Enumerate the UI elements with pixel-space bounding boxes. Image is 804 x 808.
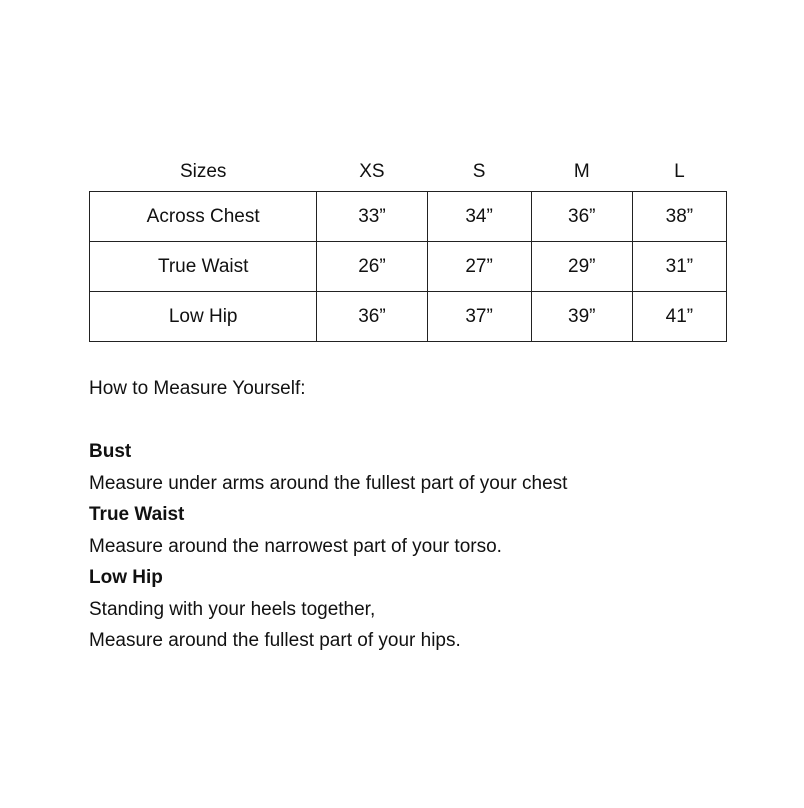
row-label: Across Chest — [90, 192, 317, 242]
guide-term-low-hip: Low Hip — [89, 567, 163, 588]
guide-term-true-waist: True Waist — [89, 504, 185, 525]
table-cell: 26” — [317, 242, 427, 292]
guide-intro: How to Measure Yourself: — [89, 378, 306, 399]
measure-guide — [89, 373, 789, 657]
size-chart-table — [89, 155, 727, 342]
table-cell: 36” — [317, 292, 427, 342]
row-label: True Waist — [90, 242, 317, 292]
guide-desc-bust: Measure under arms around the fullest part of your chest — [89, 472, 568, 494]
guide-desc-low-hip-1: Standing with your heels together, — [89, 598, 376, 620]
size-header-m: M — [573, 161, 590, 182]
size-header-s: S — [472, 161, 486, 182]
table-cell: 34” — [427, 192, 531, 242]
size-header-row — [90, 155, 727, 192]
table-cell: 36” — [531, 192, 632, 242]
row-label: Low Hip — [90, 292, 317, 342]
table-cell: 37” — [427, 292, 531, 342]
sizes-header-label: Sizes — [179, 161, 227, 182]
table-cell: 27” — [427, 242, 531, 292]
table-cell: 39” — [531, 292, 632, 342]
table-cell: 33” — [317, 192, 427, 242]
table-cell: 29” — [531, 242, 632, 292]
guide-desc-low-hip-2: Measure around the fullest part of your hips. — [89, 630, 461, 651]
table-cell: 41” — [632, 292, 726, 342]
table-row-across-chest — [90, 192, 727, 242]
guide-desc-true-waist: Measure around the narrowest part of your torso. — [89, 535, 502, 557]
guide-term-bust: Bust — [89, 441, 132, 462]
table-cell: 38” — [632, 192, 726, 242]
size-header-l: L — [674, 161, 685, 182]
table-row-true-waist — [90, 242, 727, 292]
table-cell: 31” — [632, 242, 726, 292]
table-row-low-hip — [90, 292, 727, 342]
size-header-xs: XS — [359, 161, 385, 182]
